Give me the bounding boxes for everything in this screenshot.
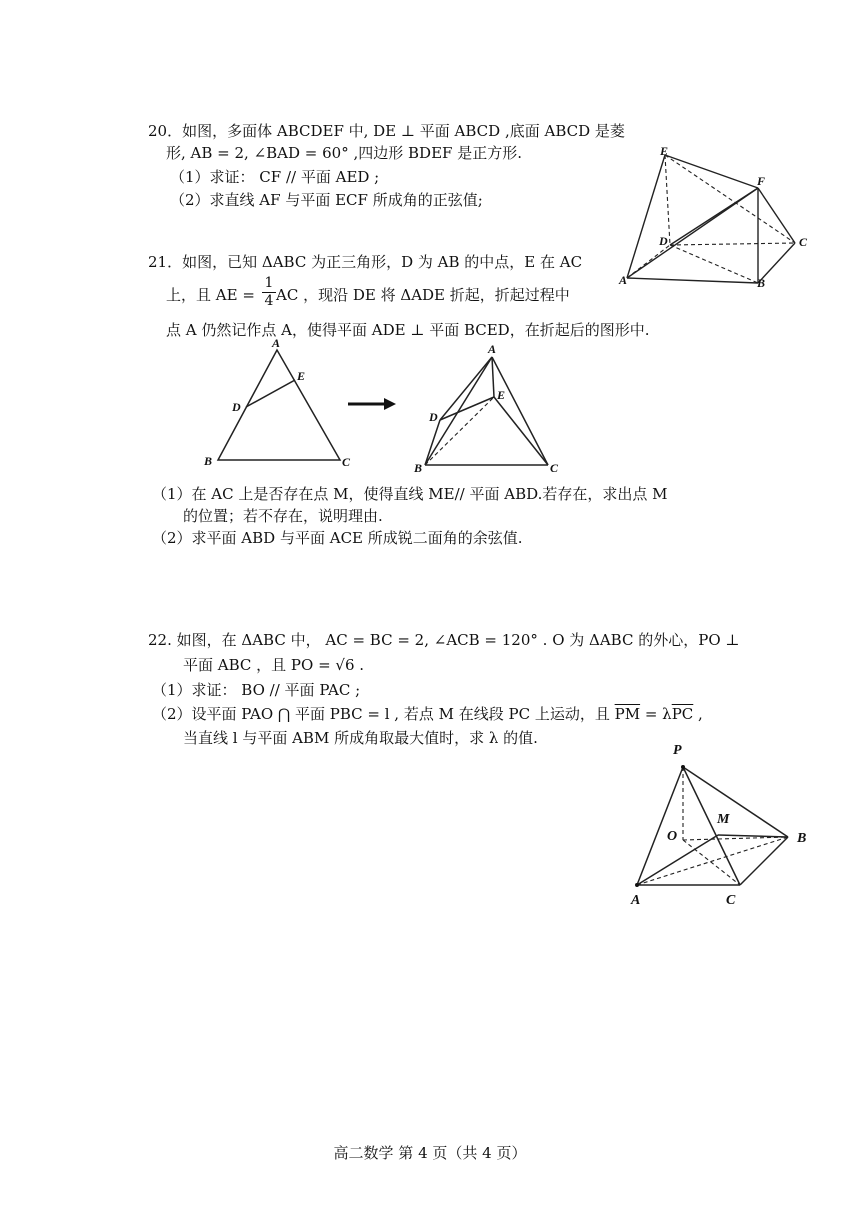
fig21-folded-figure (425, 357, 548, 465)
fig20-edge-FC (758, 188, 795, 243)
fig20-edge-EA (627, 155, 665, 278)
fig22-point-P (681, 765, 685, 769)
p22-lambda: = λ (640, 705, 672, 723)
fig22-edge-PB (683, 767, 788, 837)
fig20-edge-AD (627, 245, 670, 278)
fig21a-label-A: A (272, 336, 281, 350)
fig20-edge-EC (665, 155, 795, 243)
p21-line-2b: AC ，现沿 DE 将 ΔADE 折起，折起过程中 (276, 286, 570, 304)
p21-line-5: 的位置；若不存在，说明理由. (183, 507, 383, 525)
fig20-diagram (615, 145, 815, 295)
p22-line-4 (152, 704, 703, 724)
fig21a-label-C: C (342, 455, 351, 469)
fig21b-label-C: C (550, 461, 559, 475)
fig20-label-F: F (757, 174, 766, 188)
p20-line-4: （2）求直线 AF 与平面 ECF 所成角的正弦值; (170, 191, 483, 209)
fig20-edge-DB (670, 245, 758, 283)
p21-line-1: 21．如图，已知 ΔABC 为正三角形，D 为 AB 的中点，E 在 AC (148, 253, 583, 271)
p21-fraction-denominator: 4 (264, 293, 274, 309)
p22-line-5: 当直线 l 与平面 ABM 所成角取最大值时，求 λ 的值. (183, 729, 538, 747)
fig20-edge-ED (665, 155, 670, 245)
fig22-edge-AB (637, 837, 788, 885)
fig20-edge-EF (665, 155, 758, 188)
page-footer: 高二数学 第 4 页（共 4 页） (333, 1144, 527, 1162)
fig22-label-P: P (673, 743, 682, 758)
p21-line-3: 点 A 仍然记作点 A，使得平面 ADE ⊥ 平面 BCED，在折起后的图形中. (166, 321, 650, 339)
fig20-edge-DC (670, 243, 795, 245)
fig22-edge-PA (637, 767, 683, 885)
fig21b-label-D: D (429, 410, 438, 424)
fig21b-label-A: A (488, 342, 497, 356)
fig22-label-C: C (726, 893, 736, 908)
p21-line-2a: 上，且 AE = (166, 286, 255, 304)
p22-vector-PM: $\overline{PM}$ (614, 705, 641, 723)
p20-line-3: （1）求证： CF // 平面 AED ; (170, 168, 380, 186)
p22-line-2: 平面 ABC ，且 PO = √6 . (183, 656, 365, 674)
p22-line-4-text: （2）设平面 PAO ⋂ 平面 PBC = l , 若点 M 在线段 PC 上运动，且 (152, 705, 615, 723)
fig22-label-O: O (667, 829, 678, 844)
fig22-edge-OB (683, 837, 788, 840)
p21-line-4: （1）在 AC 上是否存在点 M，使得直线 ME// 平面 ABD.若存在，求出点 M (152, 485, 668, 503)
fig21b-label-E: E (497, 388, 506, 402)
p20-line-1: 20．如图，多面体 ABCDEF 中, DE ⊥ 平面 ABCD ,底面 ABCD 是菱 (148, 122, 625, 140)
fig22-edge-OC (683, 840, 740, 885)
p20-line-2: 形, AB = 2, ∠BAD = 60° ,四边形 BDEF 是正方形. (166, 144, 522, 162)
fig20-label-B: B (757, 276, 766, 290)
fig21-dashed-BE (425, 397, 494, 465)
p21-fraction-numerator: 1 (262, 275, 276, 293)
p22-line-4-end: , (693, 705, 703, 723)
fig22-label-M: M (717, 812, 730, 827)
p21-fraction (262, 275, 276, 310)
fig20-label-A: A (619, 273, 628, 287)
fig21a-label-B: B (204, 454, 213, 468)
fig20-label-E: E (660, 145, 669, 158)
fig22-label-A: A (631, 893, 641, 908)
fig21a-label-D: D (232, 400, 241, 414)
fig21b-label-B: B (414, 461, 423, 475)
fig22-label-B: B (797, 831, 807, 846)
fig21-arrow (348, 398, 396, 410)
fig20-edge-DF (670, 188, 758, 245)
p21-line-6: （2）求平面 ABD 与平面 ACE 所成锐二面角的余弦值. (152, 529, 523, 547)
fig22-point-A (635, 883, 639, 887)
fig22-diagram (620, 740, 820, 910)
p22-line-1: 22. 如图，在 ΔABC 中， AC = BC = 2, ∠ACB = 120° . O 为 ΔABC 的外心，PO ⊥ (148, 631, 740, 649)
p22-line-3: （1）求证： BO // 平面 PAC ; (152, 681, 361, 699)
fig20-label-D: D (659, 234, 668, 248)
p22-vector-PC: $\overline{PC}$ (671, 705, 694, 723)
fig20-edge-AB (627, 278, 758, 283)
fig22-edge-AM (637, 835, 718, 885)
fig20-label-C: C (799, 235, 808, 249)
fig22-edge-MB (718, 835, 788, 837)
fig21a-label-E: E (297, 369, 306, 383)
fig21-diagram (200, 335, 580, 480)
